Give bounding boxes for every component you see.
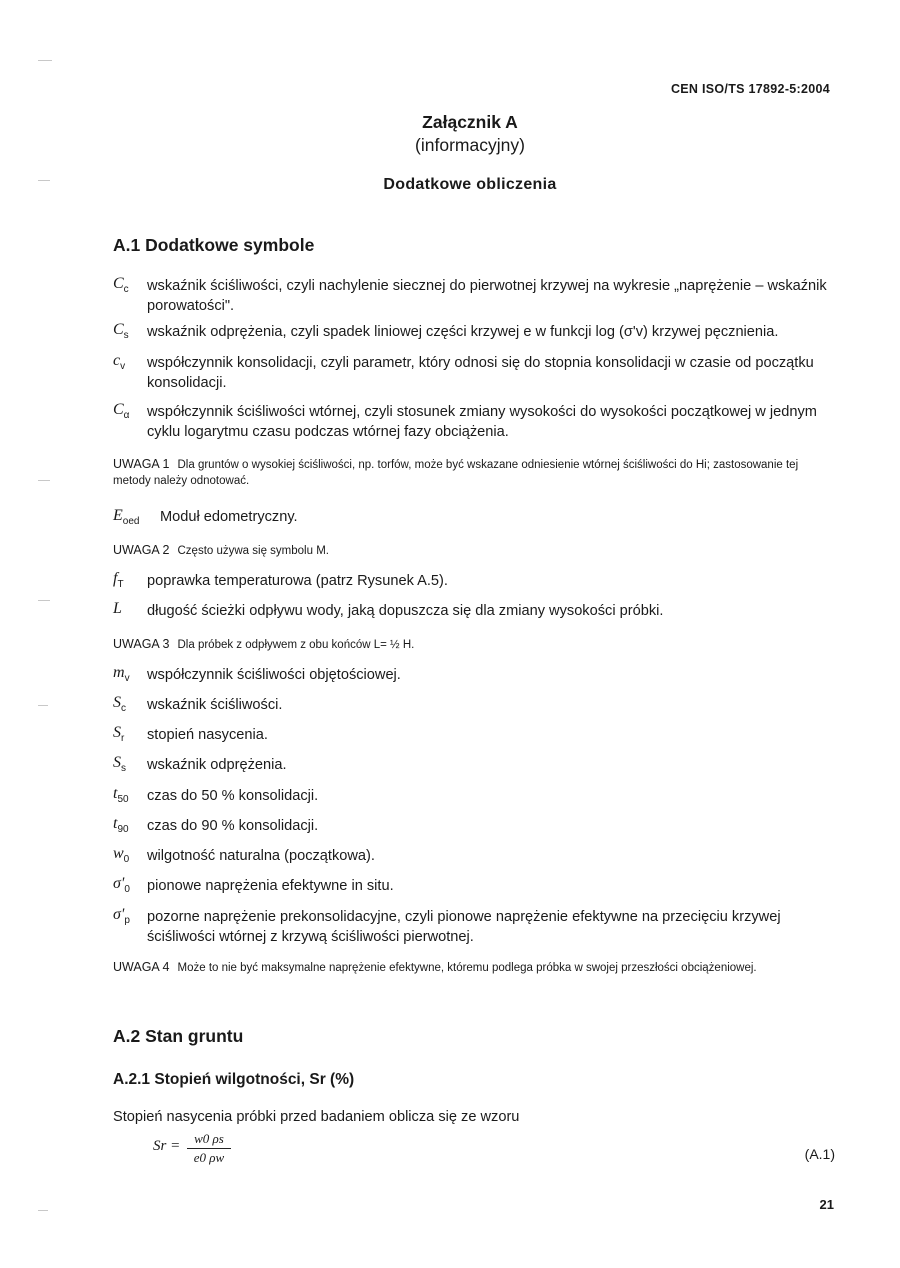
note-1: UWAGA 1 Dla gruntów o wysokiej ściśliwości, np. torfów, może być wskazane odniesienie wtórnej ściśliwości do Hi; zastosowanie tej metody należy odnotować.	[113, 457, 799, 487]
symbol-definition: wskaźnik odprężenia, czyli spadek liniowej części krzywej e w funkcji log (σ'v) krzywej pęcznienia.	[147, 324, 779, 340]
symbol: $f_T$	[113, 570, 124, 591]
symbol-definition: współczynnik konsolidacji, czyli parametr, który odnosi się do stopnia konsolidacji w czasie od początku konsolidacji.	[147, 355, 814, 391]
symbol: $m_v$	[113, 664, 130, 685]
symbol-definition: Moduł edometryczny.	[160, 509, 298, 525]
symbol-definition: stopień nasycenia.	[147, 727, 268, 743]
annex-heading: Dodatkowe obliczenia	[383, 176, 557, 193]
formula-denominator: e0 ρw	[193, 1150, 225, 1165]
section-a2-title: A.2 Stan gruntu	[113, 1026, 244, 1046]
standard-reference: CEN ISO/TS 17892-5:2004	[670, 82, 830, 96]
symbol: $t_{50}$	[113, 785, 129, 806]
symbol: L	[113, 600, 122, 617]
equation-number: (A.1)	[804, 1146, 835, 1162]
symbol: $C_\alpha$	[113, 401, 130, 422]
symbol: $c_v$	[113, 352, 126, 373]
note-3: UWAGA 3 Dla próbek z odpływem z obu końców L= ½ H.	[113, 637, 415, 651]
scan-mark	[38, 705, 48, 706]
annex-subtitle: (informacyjny)	[415, 135, 525, 155]
symbol: $t_{90}$	[113, 815, 129, 836]
symbol-definition: wskaźnik odprężenia.	[147, 757, 287, 773]
page-number: 21	[819, 1197, 834, 1212]
symbol: $C_s$	[113, 321, 129, 342]
formula-fraction	[187, 1131, 231, 1166]
note-2: UWAGA 2 Często używa się symbolu M.	[113, 543, 329, 557]
symbol: $S_r$	[113, 724, 125, 745]
symbol-definition: czas do 90 % konsolidacji.	[147, 818, 319, 834]
symbol: $\sigma'_p$	[113, 906, 130, 927]
symbol-definition: wskaźnik ściśliwości.	[147, 697, 283, 713]
symbol: $\sigma'_0$	[113, 875, 130, 896]
formula-numerator: w0 ρs	[187, 1131, 231, 1149]
symbol: $w_0$	[113, 845, 130, 866]
symbol: $S_c$	[113, 694, 126, 715]
symbol-definition: współczynnik ściśliwości objętościowej.	[147, 667, 401, 683]
scan-mark	[38, 1210, 48, 1211]
symbol: $S_s$	[113, 754, 126, 775]
symbol-definition: pozorne naprężenie prekonsolidacyjne, czyli pionowe naprężenie efektywne na przecięciu krzywej ściśliwości wtórnej z krzywą ściśliwości pierwotnej.	[147, 909, 781, 945]
symbol-definition: wilgotność naturalna (początkowa).	[147, 848, 375, 864]
symbol-definition: współczynnik ściśliwości wtórnej, czyli stosunek zmiany wysokości do wysokości początkowej w jednym cyklu logarytmu czasu podczas wtórnej fazy obciążenia.	[147, 404, 817, 440]
note-4: UWAGA 4 Może to nie być maksymalne naprężenie efektywne, któremu podlega próbka w swojej przeszłości obciążeniowej.	[113, 960, 757, 974]
symbol: $E_{oed}$	[113, 507, 140, 528]
symbol: $C_c$	[113, 275, 129, 296]
section-a2-1-title: A.2.1 Stopień wilgotności, Sr (%)	[113, 1071, 355, 1088]
symbol-definition: pionowe naprężenia efektywne in situ.	[147, 878, 394, 894]
formula-lhs: Sr =	[153, 1138, 181, 1154]
symbol-definition: długość ścieżki odpływu wody, jaką dopuszcza się dla zmiany wysokości próbki.	[147, 603, 664, 619]
paragraph: Stopień nasycenia próbki przed badaniem oblicza się ze wzoru	[113, 1109, 520, 1125]
symbol-definition: poprawka temperaturowa (patrz Rysunek A.5).	[147, 573, 448, 589]
scan-mark	[38, 600, 50, 601]
section-a1-title: A.1 Dodatkowe symbole	[113, 235, 315, 255]
symbol-definition: czas do 50 % konsolidacji.	[147, 788, 319, 804]
scan-mark	[38, 480, 50, 481]
scan-mark	[38, 60, 52, 61]
symbol-definition: wskaźnik ściśliwości, czyli nachylenie siecznej do pierwotnej krzywej na wykresie „naprężenie – wskaźnik porowatości".	[147, 278, 827, 314]
annex-title: Załącznik A	[422, 112, 518, 132]
